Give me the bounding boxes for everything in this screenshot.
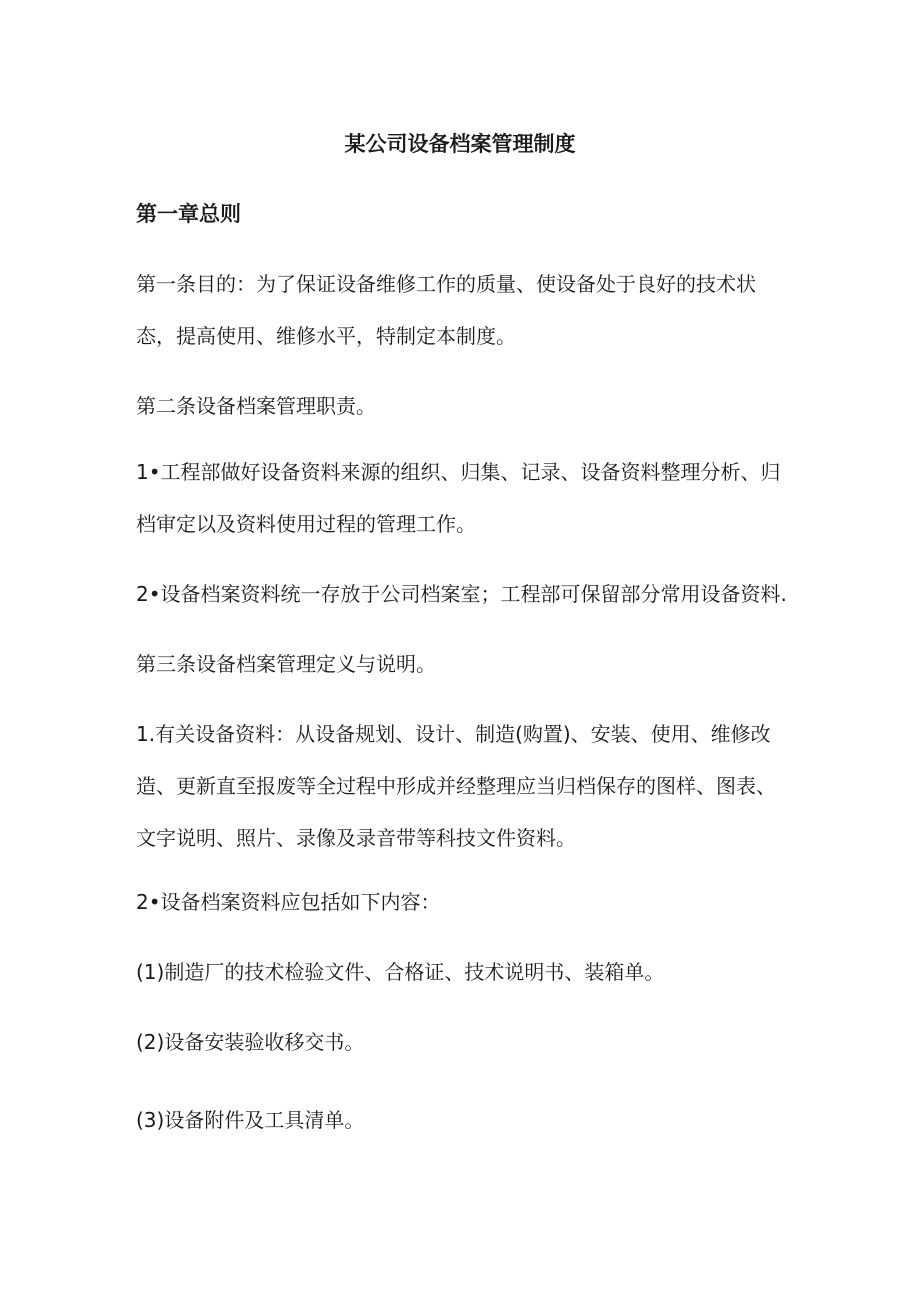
text-line: (3)设备附件及工具清单。 [136, 1108, 365, 1132]
text-line: 态，提高使用、维修水平，特制定本制度。 [136, 324, 516, 348]
paragraph-article-1 [136, 258, 796, 362]
text-line: 档审定以及资料使用过程的管理工作。 [136, 512, 476, 536]
list-item-3 [136, 1094, 796, 1146]
list-item-1 [136, 946, 796, 998]
document-title: 某公司设备档案管理制度 [344, 132, 576, 156]
text-line: 2•设备档案资料应包括如下内容： [136, 890, 441, 914]
text-line: 1.有关设备资料：从设备规划、设计、制造(购置)、安装、使用、维修改 [136, 722, 771, 746]
text-line: 1•工程部做好设备资料来源的组织、归集、记录、设备资料整理分析、归 [136, 460, 781, 484]
text-line: 第二条设备档案管理职责。 [136, 394, 376, 418]
paragraph-contents [136, 876, 796, 928]
text-line: 文字说明、照片、录像及录音带等科技文件资料。 [136, 826, 576, 850]
text-line: 第三条设备档案管理定义与说明。 [136, 652, 436, 676]
paragraph-item-1 [136, 446, 796, 550]
list-item-2 [136, 1016, 796, 1068]
paragraph-article-2 [136, 380, 796, 432]
paragraph-definition [136, 708, 796, 864]
text-line: (2)设备安装验收移交书。 [136, 1030, 365, 1054]
text-line: 2•设备档案资料统一存放于公司档案室；工程部可保留部分常用设备资料. [136, 582, 787, 606]
text-line: (1)制造厂的技术检验文件、合格证、技术说明书、装箱单。 [136, 960, 665, 984]
text-line: 造、更新直至报废等全过程中形成并经整理应当归档保存的图样、图表、 [136, 774, 776, 798]
chapter-heading: 第一章总则 [136, 202, 241, 226]
paragraph-article-3 [136, 638, 796, 690]
text-line: 第一条目的：为了保证设备维修工作的质量、使设备处于良好的技术状 [136, 272, 756, 296]
paragraph-item-2 [136, 568, 796, 620]
